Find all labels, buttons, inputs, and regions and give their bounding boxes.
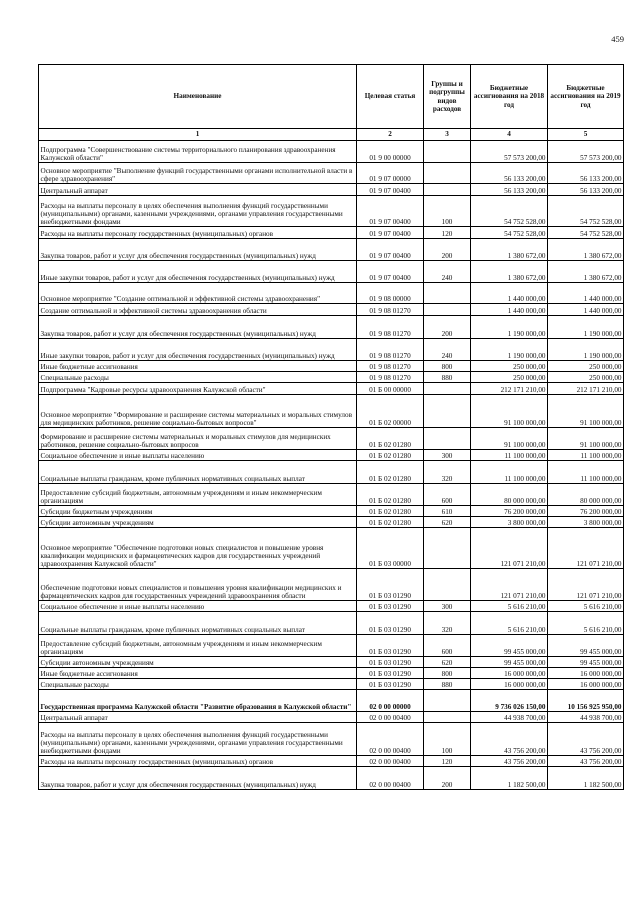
column-index: 4 <box>471 129 548 141</box>
row-amount-2018: 121 071 210,00 <box>471 569 548 601</box>
row-target-article: 01 9 08 01270 <box>357 316 424 339</box>
row-expense-group: 240 <box>424 261 471 283</box>
row-name: Подпрограмма "Кадровые ресурсы здравоохранения Калужской области" <box>39 383 357 395</box>
row-amount-2018: 250 000,00 <box>471 372 548 383</box>
row-target-article: 01 Б 02 01280 <box>357 484 424 506</box>
row-amount-2018: 54 752 528,00 <box>471 196 548 227</box>
row-name: Основное мероприятие "Обеспечение подготовки новых специалистов и повышение уровня квалификации медицинских и фармацевтических кадров для государственных учреждений здравоохранения Калужской области" <box>39 528 357 569</box>
column-index: 2 <box>357 129 424 141</box>
table-row <box>39 316 624 339</box>
row-target-article: 01 Б 03 01290 <box>357 657 424 668</box>
row-expense-group: 100 <box>424 196 471 227</box>
row-target-article: 01 9 07 00000 <box>357 163 424 184</box>
row-amount-2019: 57 573 200,00 <box>548 141 624 163</box>
row-amount-2018: 1 440 000,00 <box>471 304 548 316</box>
row-amount-2018: 5 616 210,00 <box>471 612 548 635</box>
table-row <box>39 196 624 227</box>
row-expense-group: 240 <box>424 339 471 361</box>
table-row <box>39 450 624 461</box>
row-target-article: 01 Б 03 01290 <box>357 569 424 601</box>
row-amount-2018: 1 380 672,00 <box>471 239 548 261</box>
row-expense-group: 800 <box>424 668 471 679</box>
row-amount-2018: 43 756 200,00 <box>471 756 548 767</box>
row-name: Социальные выплаты гражданам, кроме публичных нормативных социальных выплат <box>39 612 357 635</box>
row-name: Расходы на выплаты персоналу в целях обеспечения выполнения функций государственными (муниципальными) органами, казенными учреждениями, органами управления государственными внебюджетными фондами <box>39 196 357 227</box>
row-amount-2018: 80 000 000,00 <box>471 484 548 506</box>
table-row <box>39 723 624 756</box>
row-amount-2019: 1 182 500,00 <box>548 767 624 790</box>
row-target-article: 01 9 08 01270 <box>357 372 424 383</box>
row-amount-2018: 1 440 000,00 <box>471 283 548 304</box>
row-name: Иные закупки товаров, работ и услуг для обеспечения государственных (муниципальных) нужд <box>39 339 357 361</box>
row-amount-2019: 250 000,00 <box>548 372 624 383</box>
row-expense-group <box>424 163 471 184</box>
row-name: Предоставление субсидий бюджетным, автономным учреждениям и иным некоммерческим организациям <box>39 635 357 657</box>
row-amount-2019: 91 100 000,00 <box>548 395 624 428</box>
row-expense-group: 300 <box>424 450 471 461</box>
row-name: Субсидии автономным учреждениям <box>39 517 357 528</box>
column-index: 3 <box>424 129 471 141</box>
header-year-2019: Бюджетные ассигнования на 2019 год <box>548 65 624 129</box>
row-amount-2019: 1 440 000,00 <box>548 304 624 316</box>
row-target-article: 02 0 00 00400 <box>357 712 424 723</box>
row-amount-2019: 1 440 000,00 <box>548 283 624 304</box>
row-expense-group: 320 <box>424 612 471 635</box>
row-amount-2018: 9 736 026 150,00 <box>471 690 548 712</box>
row-expense-group <box>424 283 471 304</box>
row-name: Закупка товаров, работ и услуг для обеспечения государственных (муниципальных) нужд <box>39 316 357 339</box>
row-expense-group <box>424 428 471 450</box>
row-amount-2019: 76 200 000,00 <box>548 506 624 517</box>
table-row <box>39 339 624 361</box>
row-name: Социальные выплаты гражданам, кроме публичных нормативных социальных выплат <box>39 461 357 484</box>
table-row <box>39 657 624 668</box>
row-amount-2018: 212 171 210,00 <box>471 383 548 395</box>
table-row <box>39 712 624 723</box>
row-expense-group: 800 <box>424 361 471 372</box>
row-expense-group: 600 <box>424 635 471 657</box>
row-amount-2018: 16 000 000,00 <box>471 668 548 679</box>
row-name: Субсидии автономным учреждениям <box>39 657 357 668</box>
table-row <box>39 383 624 395</box>
table-row <box>39 668 624 679</box>
table-row <box>39 361 624 372</box>
row-name: Основное мероприятие "Формирование и расширение системы материальных и моральных стимулов для медицинских работников, решение социально-бытовых вопросов" <box>39 395 357 428</box>
row-expense-group <box>424 304 471 316</box>
header-name: Наименование <box>39 65 357 129</box>
header-row <box>39 65 624 129</box>
row-name: Специальные расходы <box>39 679 357 690</box>
row-target-article: 01 9 07 00400 <box>357 261 424 283</box>
row-amount-2019: 99 455 000,00 <box>548 635 624 657</box>
row-name: Основное мероприятие "Создание оптимальной и эффективной системы здравоохранения" <box>39 283 357 304</box>
row-amount-2019: 54 752 528,00 <box>548 196 624 227</box>
row-expense-group: 610 <box>424 506 471 517</box>
row-amount-2019: 1 190 000,00 <box>548 316 624 339</box>
row-name: Центральный аппарат <box>39 712 357 723</box>
row-amount-2018: 76 200 000,00 <box>471 506 548 517</box>
row-target-article: 01 Б 00 00000 <box>357 383 424 395</box>
row-amount-2019: 212 171 210,00 <box>548 383 624 395</box>
row-target-article: 01 Б 03 01290 <box>357 601 424 612</box>
table-row <box>39 395 624 428</box>
table-row <box>39 601 624 612</box>
row-name: Обеспечение подготовки новых специалистов и повышения уровня квалификации медицинских и фармацевтических кадров для государственных учреждений здравоохранения области <box>39 569 357 601</box>
row-amount-2018: 1 182 500,00 <box>471 767 548 790</box>
row-expense-group <box>424 712 471 723</box>
row-name: Субсидии бюджетным учреждениям <box>39 506 357 517</box>
row-expense-group: 620 <box>424 657 471 668</box>
row-target-article: 01 Б 02 01280 <box>357 428 424 450</box>
header-group: Группы и подгруппы видов расходов <box>424 65 471 129</box>
row-amount-2018: 11 100 000,00 <box>471 461 548 484</box>
row-amount-2019: 121 071 210,00 <box>548 569 624 601</box>
column-index: 5 <box>548 129 624 141</box>
row-amount-2019: 56 133 200,00 <box>548 163 624 184</box>
row-amount-2018: 91 100 000,00 <box>471 395 548 428</box>
row-amount-2018: 1 190 000,00 <box>471 339 548 361</box>
row-expense-group <box>424 141 471 163</box>
row-amount-2018: 99 455 000,00 <box>471 635 548 657</box>
row-expense-group <box>424 383 471 395</box>
table-row <box>39 767 624 790</box>
row-amount-2018: 56 133 200,00 <box>471 184 548 196</box>
row-target-article: 01 Б 02 01280 <box>357 506 424 517</box>
row-target-article: 01 Б 02 01280 <box>357 461 424 484</box>
row-amount-2019: 1 380 672,00 <box>548 261 624 283</box>
row-amount-2018: 43 756 200,00 <box>471 723 548 756</box>
table-row <box>39 184 624 196</box>
row-target-article: 01 Б 02 01280 <box>357 450 424 461</box>
row-expense-group: 880 <box>424 372 471 383</box>
row-amount-2018: 11 100 000,00 <box>471 450 548 461</box>
row-amount-2019: 5 616 210,00 <box>548 612 624 635</box>
row-amount-2019: 3 800 000,00 <box>548 517 624 528</box>
table-row <box>39 690 624 712</box>
table-row <box>39 506 624 517</box>
row-target-article: 01 9 08 01270 <box>357 339 424 361</box>
row-name: Подпрограмма "Совершенствование системы территориального планирования здравоохранения Калужской области" <box>39 141 357 163</box>
row-amount-2019: 44 938 700,00 <box>548 712 624 723</box>
row-amount-2019: 16 000 000,00 <box>548 668 624 679</box>
row-expense-group: 200 <box>424 316 471 339</box>
column-index: 1 <box>39 129 357 141</box>
row-amount-2018: 121 071 210,00 <box>471 528 548 569</box>
row-target-article: 01 Б 03 01290 <box>357 635 424 657</box>
table-row <box>39 141 624 163</box>
row-expense-group: 620 <box>424 517 471 528</box>
row-target-article: 01 9 07 00400 <box>357 239 424 261</box>
row-target-article: 01 Б 03 01290 <box>357 612 424 635</box>
row-expense-group <box>424 569 471 601</box>
row-amount-2018: 54 752 528,00 <box>471 227 548 239</box>
row-target-article: 01 9 07 00400 <box>357 196 424 227</box>
row-expense-group: 120 <box>424 756 471 767</box>
row-expense-group: 120 <box>424 227 471 239</box>
row-amount-2019: 80 000 000,00 <box>548 484 624 506</box>
column-index-row <box>39 129 624 141</box>
row-name: Закупка товаров, работ и услуг для обеспечения государственных (муниципальных) нужд <box>39 239 357 261</box>
row-amount-2018: 56 133 200,00 <box>471 163 548 184</box>
row-amount-2019: 43 756 200,00 <box>548 756 624 767</box>
row-target-article: 01 Б 03 00000 <box>357 528 424 569</box>
row-expense-group <box>424 690 471 712</box>
row-amount-2018: 5 616 210,00 <box>471 601 548 612</box>
table-row <box>39 635 624 657</box>
row-amount-2018: 91 100 000,00 <box>471 428 548 450</box>
row-target-article: 01 9 00 00000 <box>357 141 424 163</box>
budget-table <box>38 64 624 790</box>
row-name: Социальное обеспечение и иные выплаты населению <box>39 601 357 612</box>
row-target-article: 02 0 00 00400 <box>357 756 424 767</box>
row-name: Центральный аппарат <box>39 184 357 196</box>
table-row <box>39 612 624 635</box>
row-amount-2018: 57 573 200,00 <box>471 141 548 163</box>
row-name: Предоставление субсидий бюджетным, автономным учреждениям и иным некоммерческим организациям <box>39 484 357 506</box>
row-amount-2019: 11 100 000,00 <box>548 461 624 484</box>
row-name: Государственная программа Калужской области "Развитие образования в Калужской области" <box>39 690 357 712</box>
row-target-article: 01 Б 02 00000 <box>357 395 424 428</box>
row-amount-2018: 3 800 000,00 <box>471 517 548 528</box>
row-expense-group: 100 <box>424 723 471 756</box>
row-amount-2018: 44 938 700,00 <box>471 712 548 723</box>
table-row <box>39 679 624 690</box>
row-expense-group: 600 <box>424 484 471 506</box>
row-amount-2019: 99 455 000,00 <box>548 657 624 668</box>
row-amount-2018: 250 000,00 <box>471 361 548 372</box>
table-row <box>39 528 624 569</box>
row-name: Основное мероприятие "Выполнение функций государственными органами исполнительной власти в сфере здравоохранения" <box>39 163 357 184</box>
row-name: Иные бюджетные ассигнования <box>39 668 357 679</box>
header-year-2018: Бюджетные ассигнования на 2018 год <box>471 65 548 129</box>
table-row <box>39 227 624 239</box>
table-row <box>39 756 624 767</box>
row-amount-2018: 1 190 000,00 <box>471 316 548 339</box>
row-amount-2019: 1 380 672,00 <box>548 239 624 261</box>
row-expense-group: 200 <box>424 239 471 261</box>
row-expense-group <box>424 395 471 428</box>
row-target-article: 01 9 08 01270 <box>357 304 424 316</box>
row-target-article: 01 9 08 00000 <box>357 283 424 304</box>
page-number: 459 <box>611 34 624 44</box>
row-name: Создание оптимальной и эффективной системы здравоохранения области <box>39 304 357 316</box>
row-amount-2019: 56 133 200,00 <box>548 184 624 196</box>
row-name: Расходы на выплаты персоналу государственных (муниципальных) органов <box>39 227 357 239</box>
table-row <box>39 569 624 601</box>
row-name: Специальные расходы <box>39 372 357 383</box>
table-row <box>39 517 624 528</box>
row-target-article: 02 0 00 00400 <box>357 723 424 756</box>
table-row <box>39 163 624 184</box>
row-amount-2019: 250 000,00 <box>548 361 624 372</box>
row-name: Расходы на выплаты персоналу государственных (муниципальных) органов <box>39 756 357 767</box>
row-amount-2019: 43 756 200,00 <box>548 723 624 756</box>
table-body <box>39 141 624 790</box>
row-expense-group <box>424 528 471 569</box>
row-amount-2018: 16 000 000,00 <box>471 679 548 690</box>
row-expense-group <box>424 184 471 196</box>
table-row <box>39 239 624 261</box>
row-expense-group: 300 <box>424 601 471 612</box>
row-amount-2019: 5 616 210,00 <box>548 601 624 612</box>
row-target-article: 01 9 07 00400 <box>357 184 424 196</box>
row-name: Формирование и расширение системы материальных и моральных стимулов для медицинских работников, решение социально-бытовых вопросов <box>39 428 357 450</box>
row-target-article: 01 9 07 00400 <box>357 227 424 239</box>
table-row <box>39 304 624 316</box>
row-amount-2019: 54 752 528,00 <box>548 227 624 239</box>
row-amount-2019: 10 156 925 950,00 <box>548 690 624 712</box>
row-amount-2018: 99 455 000,00 <box>471 657 548 668</box>
table-row <box>39 484 624 506</box>
row-name: Расходы на выплаты персоналу в целях обеспечения выполнения функций государственными (муниципальными) органами, казенными учреждениями, органами управления государственными внебюджетными фондами <box>39 723 357 756</box>
row-amount-2018: 1 380 672,00 <box>471 261 548 283</box>
header-code: Целевая статья <box>357 65 424 129</box>
table-row <box>39 428 624 450</box>
table-row <box>39 283 624 304</box>
row-amount-2019: 11 100 000,00 <box>548 450 624 461</box>
table-row <box>39 261 624 283</box>
row-name: Иные закупки товаров, работ и услуг для обеспечения государственных (муниципальных) нужд <box>39 261 357 283</box>
row-target-article: 01 Б 03 01290 <box>357 679 424 690</box>
row-target-article: 02 0 00 00400 <box>357 767 424 790</box>
row-amount-2019: 91 100 000,00 <box>548 428 624 450</box>
row-target-article: 01 Б 02 01280 <box>357 517 424 528</box>
row-target-article: 01 9 08 01270 <box>357 361 424 372</box>
table-row <box>39 372 624 383</box>
row-target-article: 01 Б 03 01290 <box>357 668 424 679</box>
row-target-article: 02 0 00 00000 <box>357 690 424 712</box>
row-amount-2019: 121 071 210,00 <box>548 528 624 569</box>
row-expense-group: 320 <box>424 461 471 484</box>
table-row <box>39 461 624 484</box>
row-name: Иные бюджетные ассигнования <box>39 361 357 372</box>
row-amount-2019: 1 190 000,00 <box>548 339 624 361</box>
row-expense-group: 200 <box>424 767 471 790</box>
row-amount-2019: 16 000 000,00 <box>548 679 624 690</box>
row-expense-group: 880 <box>424 679 471 690</box>
row-name: Закупка товаров, работ и услуг для обеспечения государственных (муниципальных) нужд <box>39 767 357 790</box>
row-name: Социальное обеспечение и иные выплаты населению <box>39 450 357 461</box>
